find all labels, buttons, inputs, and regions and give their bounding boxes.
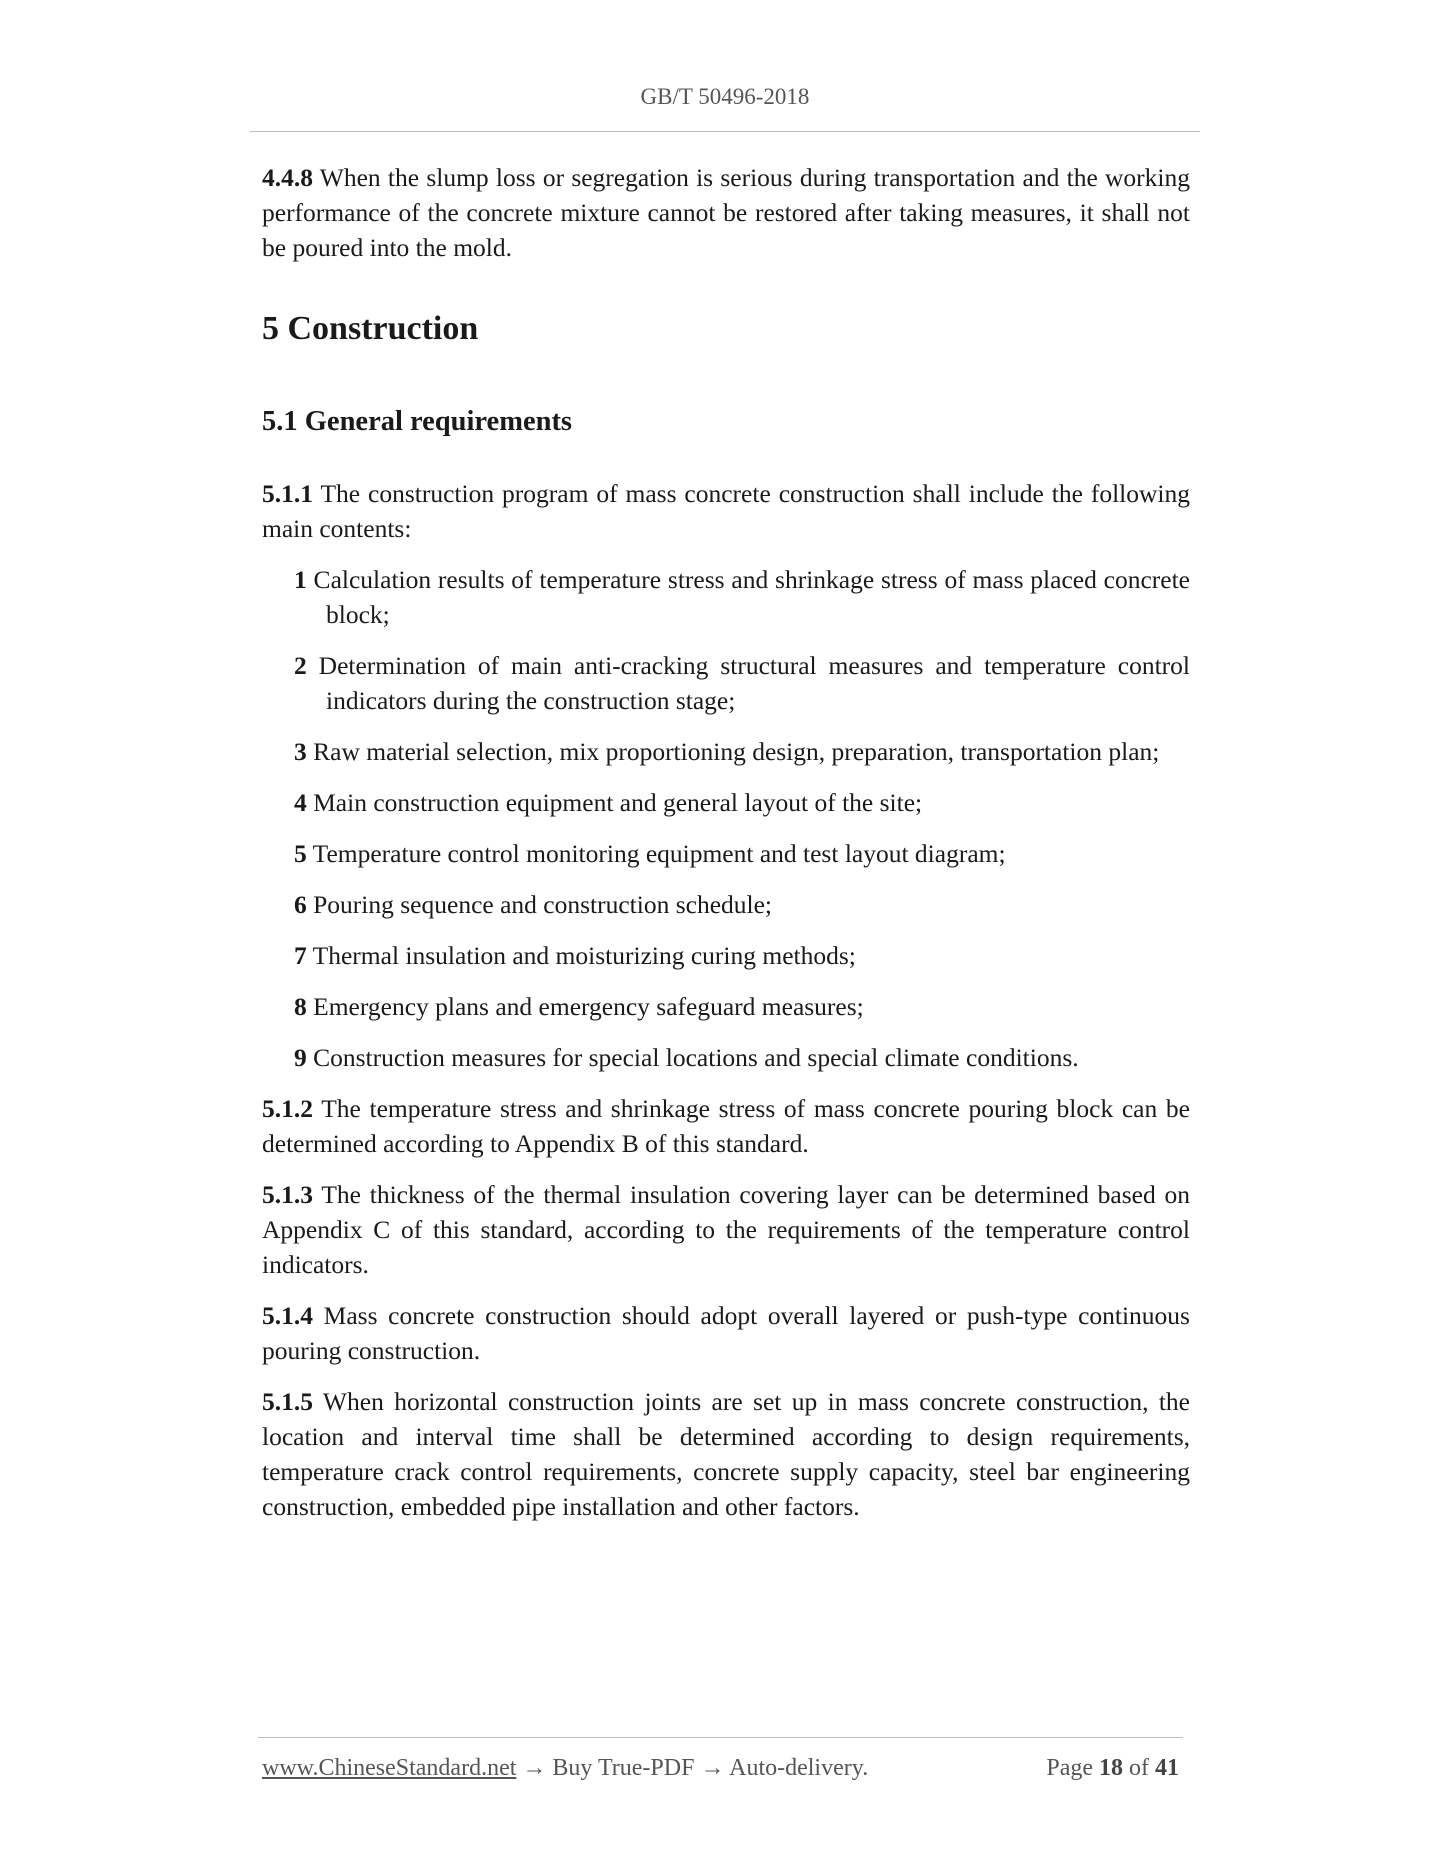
clause-5-1-2 [262,1091,1190,1161]
item-text: Temperature control monitoring equipment and test layout diagram; [306,839,1006,868]
clause-text: The thickness of the thermal insulation covering layer can be determined based on Appendix C of this standard, according to the requirements of the temperature control indicators. [262,1180,1190,1279]
item-number: 6 [294,890,307,919]
item-number: 7 [294,941,307,970]
list-item [294,1040,1190,1075]
footer-tagline: → Buy True-PDF → Auto-delivery. [516,1755,869,1781]
page-body [262,160,1190,1524]
item-text: Thermal insulation and moisturizing curing methods; [306,941,856,970]
item-text: Main construction equipment and general layout of the site; [306,788,923,817]
item-text: Pouring sequence and construction schedule; [306,890,773,919]
clause-text: When horizontal construction joints are set up in mass concrete construction, the location and interval time shall be determined according to design requirements, temperature crack control requirements, concrete supply capacity, steel bar engineering construction, embedded pipe installation and other factors. [262,1387,1190,1521]
clause-number: 5.1.3 [262,1180,313,1209]
item-text: Calculation results of temperature stress and shrinkage stress of mass placed concrete block; [306,565,1190,629]
clause-4-4-8 [262,160,1190,265]
header-divider [250,131,1200,132]
footer-divider [258,1737,1183,1738]
clause-5-1-1 [262,476,1190,546]
clause-number: 5.1.4 [262,1301,313,1330]
list-item [294,938,1190,973]
clause-text: Mass concrete construction should adopt overall layered or push-type continuous pouring construction. [262,1301,1190,1365]
footer-promo [262,1755,868,1782]
site-link[interactable]: www.ChineseStandard.net [262,1755,517,1781]
clause-5-1-3 [262,1177,1190,1282]
item-number: 3 [294,737,307,766]
clause-number: 4.4.8 [262,163,313,192]
item-number: 5 [294,839,307,868]
section-title: 5.1 General requirements [262,406,573,437]
page-indicator [1046,1755,1179,1782]
list-item [294,989,1190,1024]
list-item [294,887,1190,922]
item-number: 2 [294,651,307,680]
clause-number: 5.1.2 [262,1094,313,1123]
clause-text: The construction program of mass concrete construction shall include the following main contents: [262,479,1190,543]
item-text: Construction measures for special locations and special climate conditions. [306,1043,1079,1072]
clause-5-1-5 [262,1384,1190,1524]
chapter-title: 5 Construction [262,310,479,347]
list-item [294,734,1190,769]
page-number: 18 [1099,1755,1123,1781]
item-text: Raw material selection, mix proportioning design, preparation, transportation plan; [306,737,1160,766]
clause-text: When the slump loss or segregation is serious during transportation and the working performance of the concrete mixture cannot be restored after taking measures, it shall not be poured into the mold. [262,163,1190,262]
page-total: 41 [1155,1755,1179,1781]
list-item [294,562,1190,632]
clause-number: 5.1.5 [262,1387,313,1416]
clause-5-1-4 [262,1298,1190,1368]
item-number: 1 [294,565,307,594]
clause-number: 5.1.1 [262,479,313,508]
item-number: 4 [294,788,307,817]
list-item [294,785,1190,820]
item-number: 9 [294,1043,307,1072]
item-number: 8 [294,992,307,1021]
list-item [294,836,1190,871]
item-text: Emergency plans and emergency safeguard measures; [306,992,864,1021]
item-text: Determination of main anti-cracking structural measures and temperature control indicators during the construction stage; [306,651,1190,715]
page-header: GB/T 50496-2018 [640,84,810,109]
of-label: of [1123,1755,1155,1781]
list-item [294,648,1190,718]
page-label: Page [1046,1755,1099,1781]
clause-text: The temperature stress and shrinkage stress of mass concrete pouring block can be determined according to Appendix B of this standard. [262,1094,1190,1158]
